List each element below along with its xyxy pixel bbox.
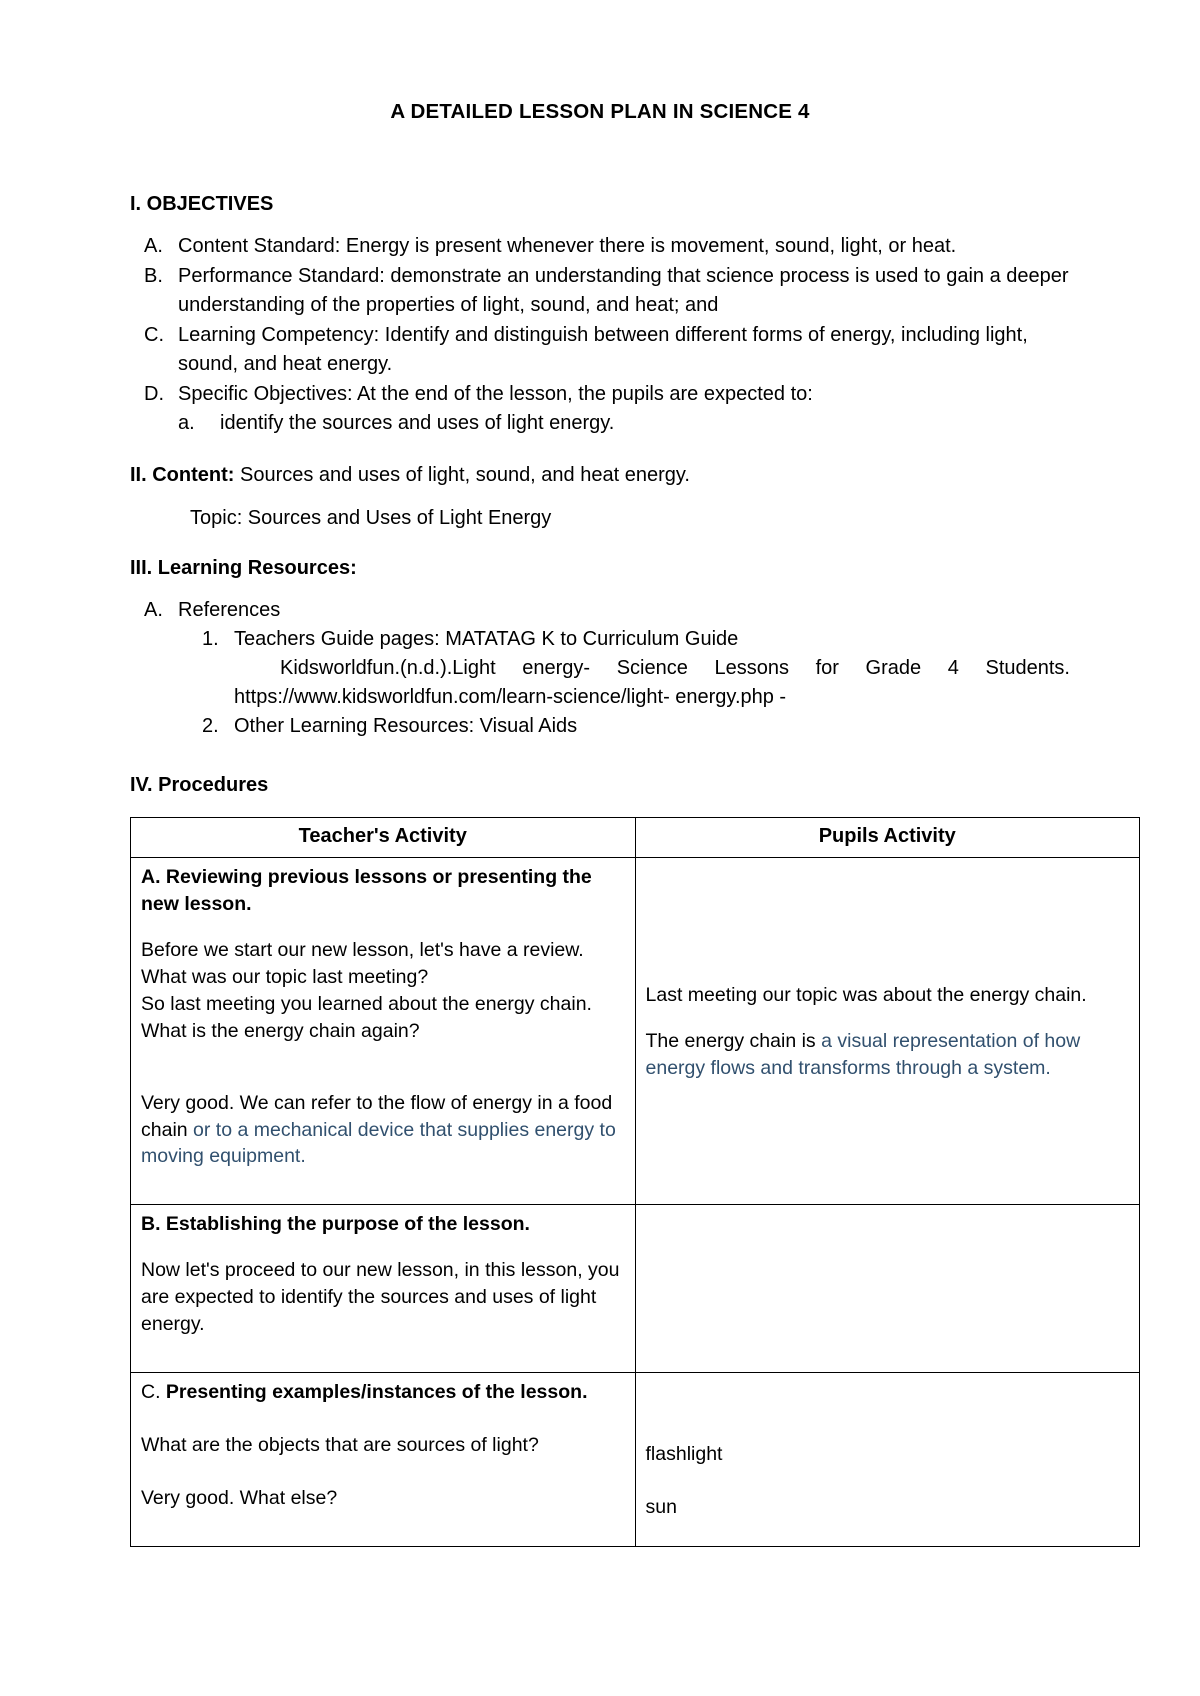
objective-submarker-a: a.: [178, 411, 195, 434]
objective-subitem-a: [178, 409, 1070, 438]
teacher-cell-a: [131, 858, 636, 1205]
teacher-heading-c-bold: Presenting examples/instances of the lesson.: [165, 1380, 588, 1403]
table-row: [131, 1205, 1140, 1373]
column-header-teacher-activity: Teacher's Activity: [131, 817, 636, 858]
teacher-heading-b: B. Establishing the purpose of the lesson.: [141, 1213, 530, 1236]
table-header-row: [131, 817, 1140, 858]
teacher-cell-c: [131, 1372, 636, 1546]
resources-marker-a: A.: [144, 598, 163, 621]
reference-text-2: Other Learning Resources: Visual Aids: [234, 714, 578, 737]
objective-marker-b: B.: [144, 264, 163, 287]
section-heading-procedures: IV. Procedures: [130, 773, 269, 796]
procedures-table-head: [131, 817, 1140, 858]
reference-item-1: [178, 625, 1070, 712]
pupils-text-c2: sun: [645, 1495, 677, 1518]
objective-text-a: Content Standard: Energy is present whenever there is movement, sound, light, or heat.: [178, 234, 957, 257]
reference-citation-1: Kidsworldfun.(n.d.).Light energy- Science Lessons for Grade 4 Students.: [280, 656, 1070, 679]
teacher-text-a3: So last meeting you learned about the energy chain. What is the energy chain again?: [141, 992, 592, 1042]
teacher-text-b1: Now let's proceed to our new lesson, in this lesson, you are expected to identify the sources and uses of light energy.: [141, 1259, 620, 1336]
objective-text-d: Specific Objectives: At the end of the lesson, the pupils are expected to:: [178, 382, 813, 405]
section-heading-objectives: I. OBJECTIVES: [130, 192, 274, 215]
pupils-text-a2: [646, 1028, 1130, 1082]
teacher-text-c1: What are the objects that are sources of light?: [141, 1433, 539, 1456]
table-row: [131, 858, 1140, 1205]
table-row: [131, 1372, 1140, 1546]
section-content: [130, 461, 1070, 490]
teacher-text-a4: [141, 1090, 625, 1171]
objective-item-a: [130, 232, 1070, 261]
teacher-text-a4-blue: or to a mechanical device that supplies energy to moving equipment.: [141, 1118, 616, 1168]
teacher-text-a1: Before we start our new lesson, let's have a review.: [141, 939, 584, 961]
objectives-list: [130, 232, 1070, 438]
reference-item-2: [178, 712, 1070, 741]
objective-item-b: [130, 262, 1070, 320]
objective-text-c: Learning Competency: Identify and distinguish between different forms of energy, including light, sound, and heat energy.: [178, 323, 1028, 375]
resources-label-references: References: [178, 598, 281, 621]
teacher-text-a2: What was our topic last meeting?: [141, 965, 429, 988]
content-heading-value: Sources and uses of light, sound, and heat energy.: [240, 463, 690, 486]
resources-item-a: [130, 596, 1070, 741]
pupils-text-c1: flashlight: [645, 1442, 723, 1465]
content-topic: Topic: Sources and Uses of Light Energy: [190, 506, 552, 529]
objective-marker-a: A.: [144, 234, 163, 257]
teacher-heading-a: A. Reviewing previous lessons or presenting the new lesson.: [141, 866, 592, 916]
learning-resources-list: [130, 596, 1070, 741]
reference-url-1: https://www.kidsworldfun.com/learn-science/light- energy.php -: [234, 685, 787, 708]
pupils-text-a2-blue: a visual representation of how energy flows and transforms through a system.: [645, 1030, 1081, 1079]
pupils-text-a1: Last meeting our topic was about the energy chain.: [645, 984, 1087, 1007]
reference-marker-1: 1.: [202, 627, 219, 650]
procedures-table-body: [131, 858, 1140, 1547]
objective-text-b: Performance Standard: demonstrate an understanding that science process is used to gain a deeper understanding of the properties of light, sound, and heat; and: [178, 264, 1069, 316]
objective-marker-d: D.: [144, 382, 164, 405]
references-list: [178, 625, 1070, 741]
pupils-cell-c: [635, 1372, 1140, 1546]
content-heading-label: II. Content:: [130, 463, 235, 486]
objective-subtext-a: identify the sources and uses of light energy.: [220, 411, 615, 434]
pupils-text-a2-black: The energy chain is: [645, 1030, 822, 1053]
objective-marker-c: C.: [144, 323, 164, 346]
pupils-cell-a: [635, 858, 1140, 1205]
teacher-cell-b: [131, 1205, 636, 1373]
teacher-heading-c: [141, 1379, 625, 1406]
column-header-pupils-activity: Pupils Activity: [635, 817, 1140, 858]
objective-item-c: [130, 321, 1070, 379]
teacher-text-a4-black: Very good. We can refer to the flow of energy in a food chain: [141, 1091, 613, 1141]
reference-text-1: Teachers Guide pages: MATATAG K to Curriculum Guide: [234, 627, 739, 650]
section-heading-learning-resources: III. Learning Resources:: [130, 556, 357, 579]
teacher-heading-c-lead: C.: [141, 1380, 166, 1403]
objective-item-d: [130, 380, 1070, 438]
teacher-text-c2: Very good. What else?: [141, 1486, 338, 1509]
objectives-sublist: [178, 409, 1070, 438]
page-title: A DETAILED LESSON PLAN IN SCIENCE 4: [390, 100, 810, 123]
procedures-table: [130, 817, 1140, 1547]
reference-marker-2: 2.: [202, 714, 219, 737]
pupils-cell-b: [635, 1205, 1140, 1373]
